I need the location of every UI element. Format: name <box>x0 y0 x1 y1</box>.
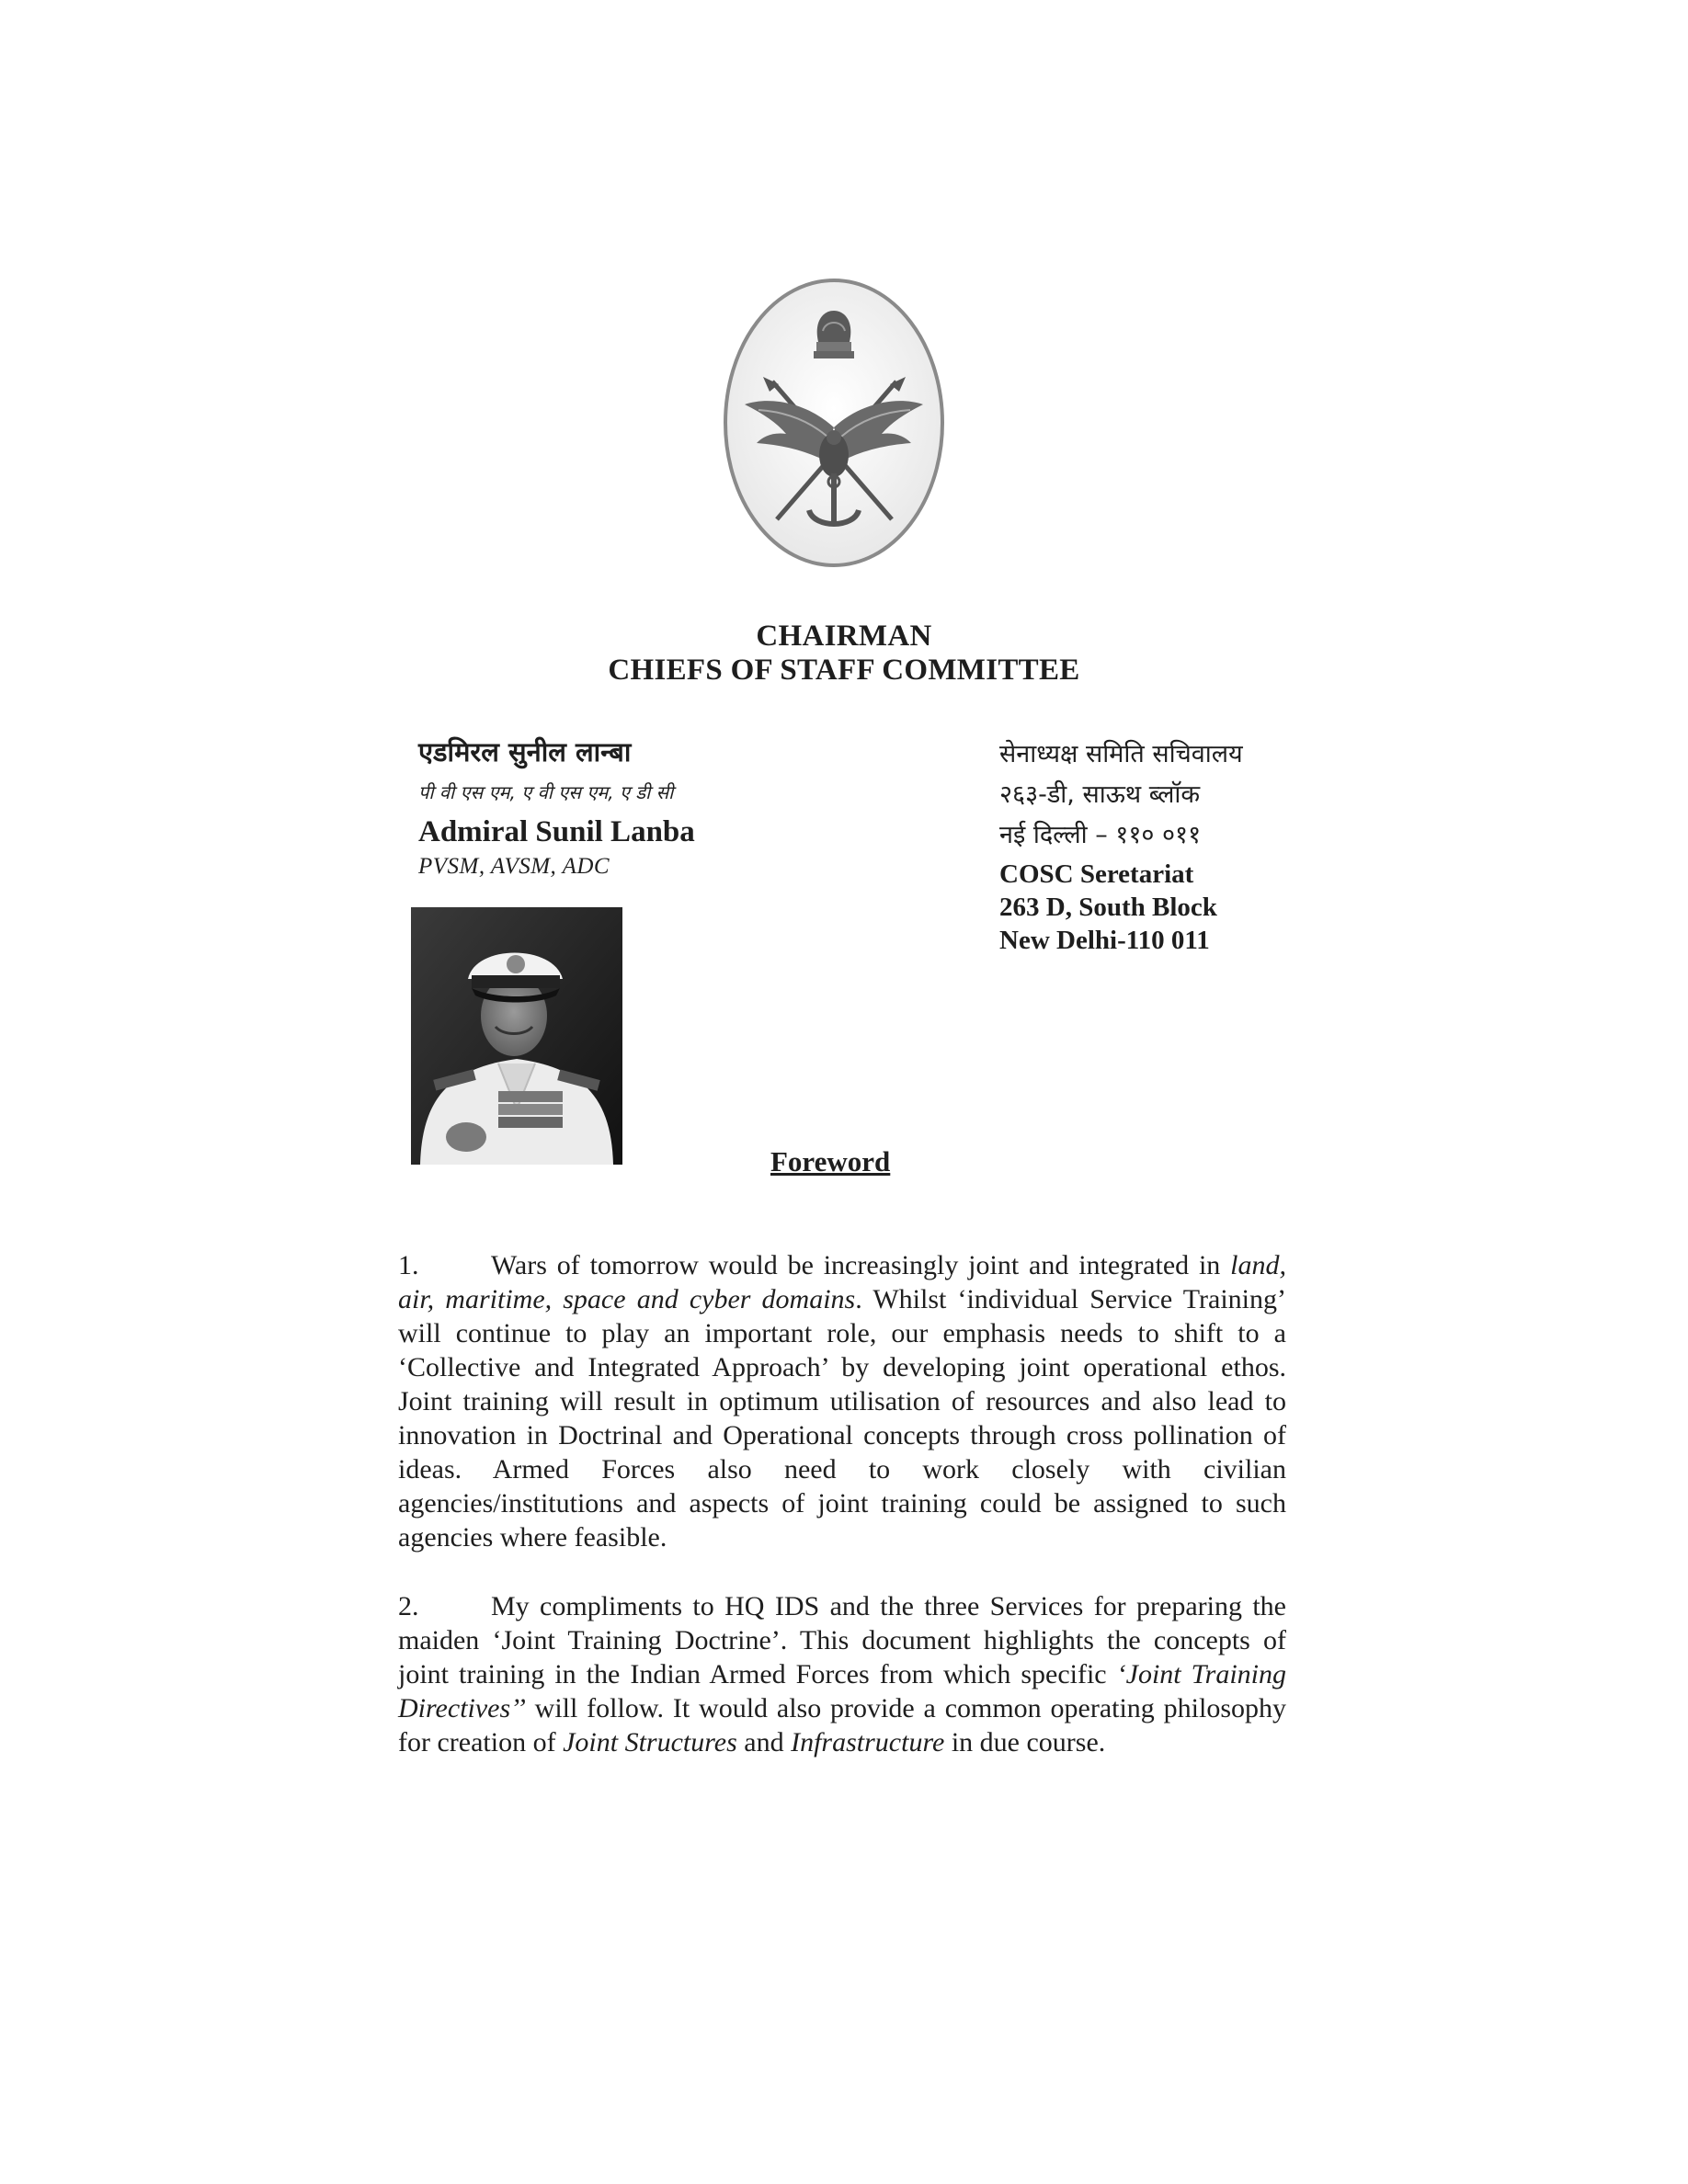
officer-name: Admiral Sunil Lanba <box>418 815 695 848</box>
paragraph-emphasis: Joint Structures <box>563 1727 737 1757</box>
paragraph-emphasis: land, air, maritime, space and cyber domains <box>398 1250 1286 1314</box>
office-subtitle: CHIEFS OF STAFF COMMITTEE <box>608 654 1080 687</box>
hindi-address-line-2: २६३-डी, साऊथ ब्लॉक <box>999 780 1201 809</box>
paragraph-1 <box>398 1248 1286 1554</box>
paragraph-text: Wars of tomorrow would be increasingly joint and integrated in <box>491 1250 1231 1280</box>
office-title: CHAIRMAN <box>756 620 932 653</box>
address-line-3: New Delhi-110 011 <box>999 926 1210 955</box>
officer-decorations: PVSM, AVSM, ADC <box>418 854 610 879</box>
address-line-1: COSC Seretariat <box>999 859 1194 889</box>
paragraph-number: 2. <box>398 1591 419 1621</box>
paragraph-emphasis: Infrastructure <box>791 1727 945 1757</box>
hindi-name: एडमिरल सुनील लान्बा <box>418 736 632 768</box>
hindi-decorations: पी वी एस एम, ए वी एस एम, ए डी सी <box>418 781 674 803</box>
hindi-address-line-3: नई दिल्ली – ११० ०११ <box>999 821 1202 849</box>
hindi-address-line-1: सेनाध्यक्ष समिति सचिवालय <box>999 740 1243 768</box>
address-line-2: 263 D, South Block <box>999 893 1217 922</box>
portrait-photo-icon <box>411 907 622 1165</box>
paragraph-text: in due course. <box>944 1727 1106 1757</box>
paragraph-text: and <box>736 1727 792 1757</box>
paragraph-text: . Whilst ‘individual Service Training’ will continue to play an important role, our emphasis needs to shift to a ‘Collective and Integrated Approach’ by developing joint operational ethos. Joint training will result in optimum utilisation of resources and also lead to innovation in Doctrinal and Operational concepts through cross pollination of ideas. Armed Forces also need to work closely with civilian agencies/institutions and aspects of joint training could be assigned to such agencies where feasible. <box>398 1284 1286 1553</box>
paragraph-emphasis: ‘Joint Training Directives’’ <box>398 1659 1287 1723</box>
foreword-title: Foreword <box>770 1145 891 1177</box>
paragraph-text: My compliments to HQ IDS and the three Services for preparing the maiden ‘Joint Training Doctrine’. This document highlights the concepts of joint training in the Indian Armed Forces from which specific <box>398 1591 1286 1689</box>
tri-services-emblem-icon <box>722 276 947 570</box>
paragraph-2 <box>398 1589 1286 1759</box>
paragraph-number: 1. <box>398 1250 419 1280</box>
paragraph-text: will follow. It would also provide a common operating philosophy for creation of <box>398 1693 1286 1757</box>
